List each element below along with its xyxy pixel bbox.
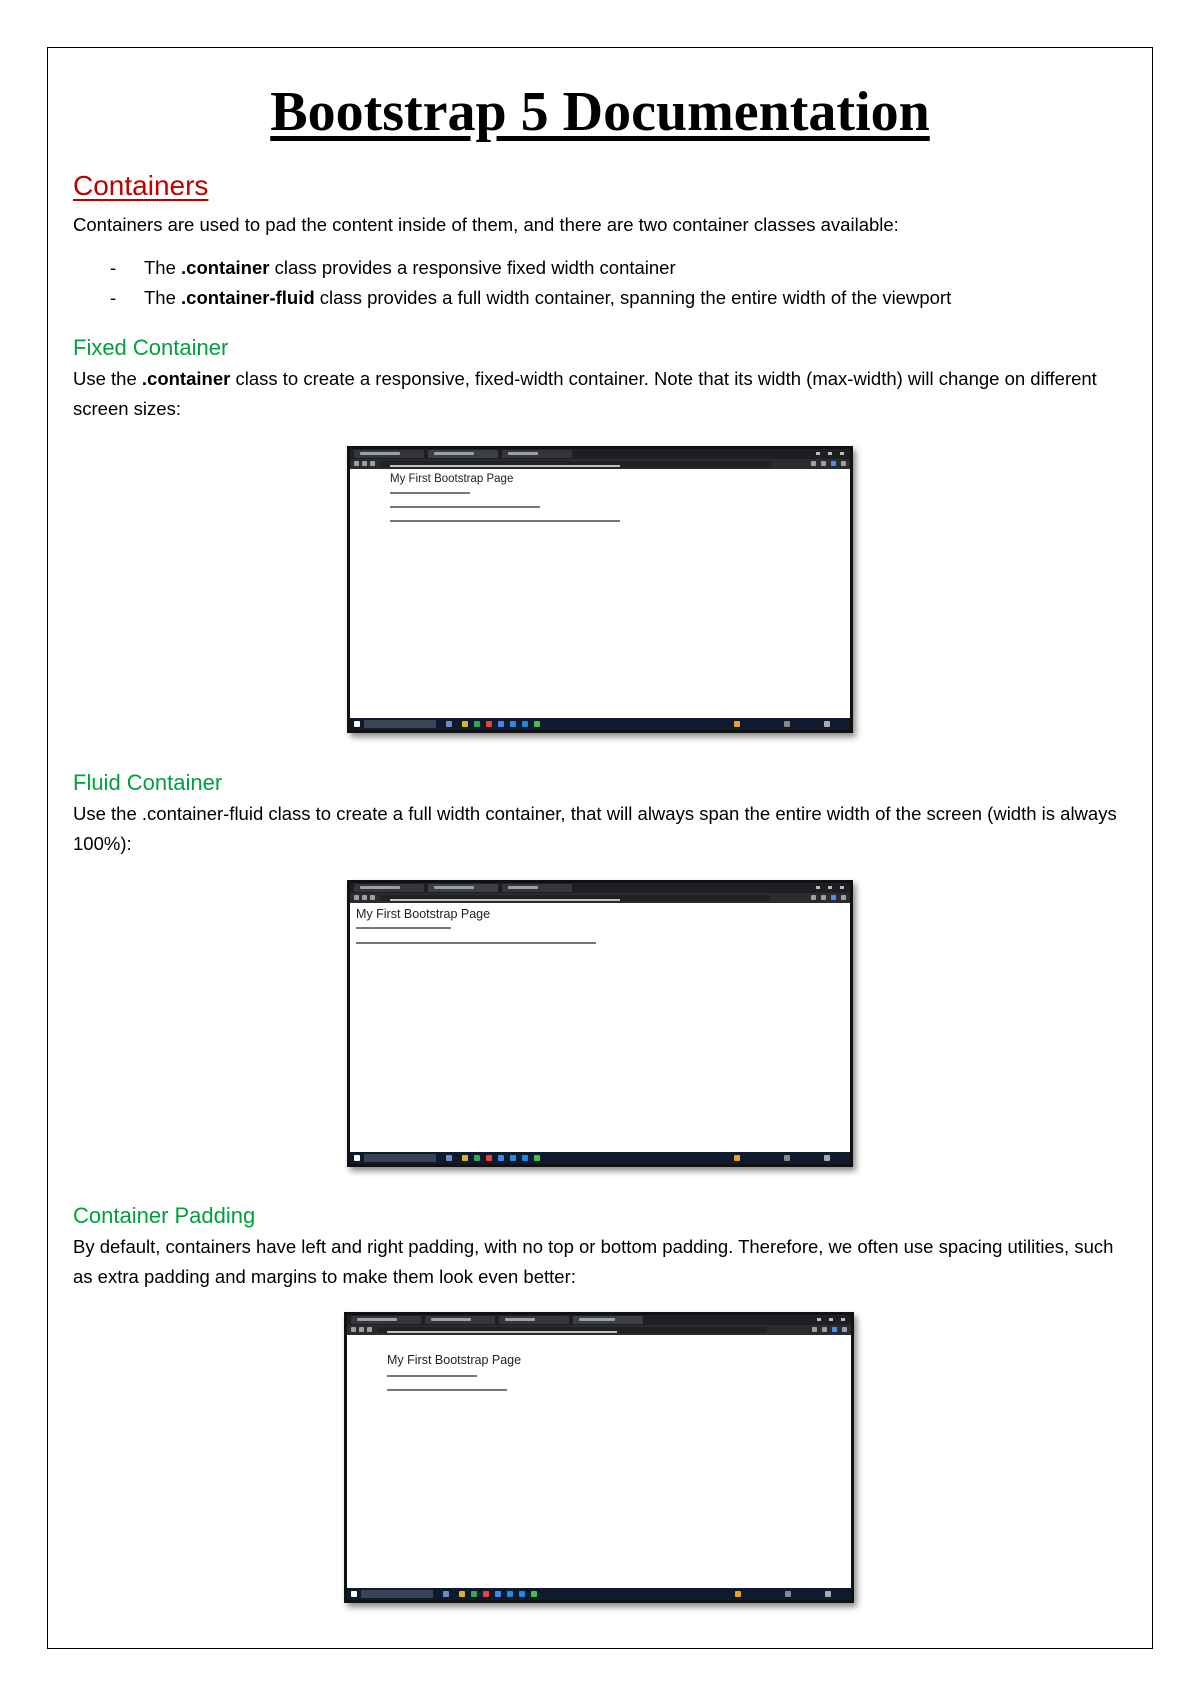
list-item: - The .container-fluid class provides a full width container, spanning the entire width of the viewport — [110, 283, 951, 313]
fixed-container-text: Use the .container class to create a responsive, fixed-width container. Note that its width (max-width) will change on different screen sizes: — [73, 368, 1097, 419]
code-class-name: .container — [181, 257, 270, 278]
screenshot-page-title: My First Bootstrap Page — [390, 473, 514, 485]
fixed-container-heading: Fixed Container — [73, 335, 229, 360]
container-padding-screenshot — [344, 1312, 854, 1603]
container-padding-heading: Container Padding — [73, 1203, 256, 1228]
fluid-container-text: Use the .container-fluid class to create a full width container, that will always span the entire width of the screen (width is always 100%): — [73, 803, 1117, 854]
fixed-container-screenshot — [347, 446, 853, 733]
containers-intro: Containers are used to pad the content inside of them, and there are two container classes available: — [73, 214, 899, 235]
fluid-container-screenshot — [347, 880, 853, 1167]
code-class-name: .container-fluid — [181, 287, 315, 308]
screenshot-page-title: My First Bootstrap Page — [387, 1353, 522, 1367]
document-title: Bootstrap 5 Documentation — [270, 81, 930, 143]
containers-heading: Containers — [73, 170, 209, 201]
screenshot-page-title: My First Bootstrap Page — [356, 907, 491, 921]
container-padding-text: By default, containers have left and right padding, with no top or bottom padding. Therefore, we often use spacing utilities, such as extra padding and margins to make them look even better: — [73, 1236, 1114, 1287]
list-item: - The .container class provides a responsive fixed width container — [110, 253, 951, 283]
container-class-list — [110, 253, 951, 313]
fluid-container-heading: Fluid Container — [73, 770, 223, 795]
